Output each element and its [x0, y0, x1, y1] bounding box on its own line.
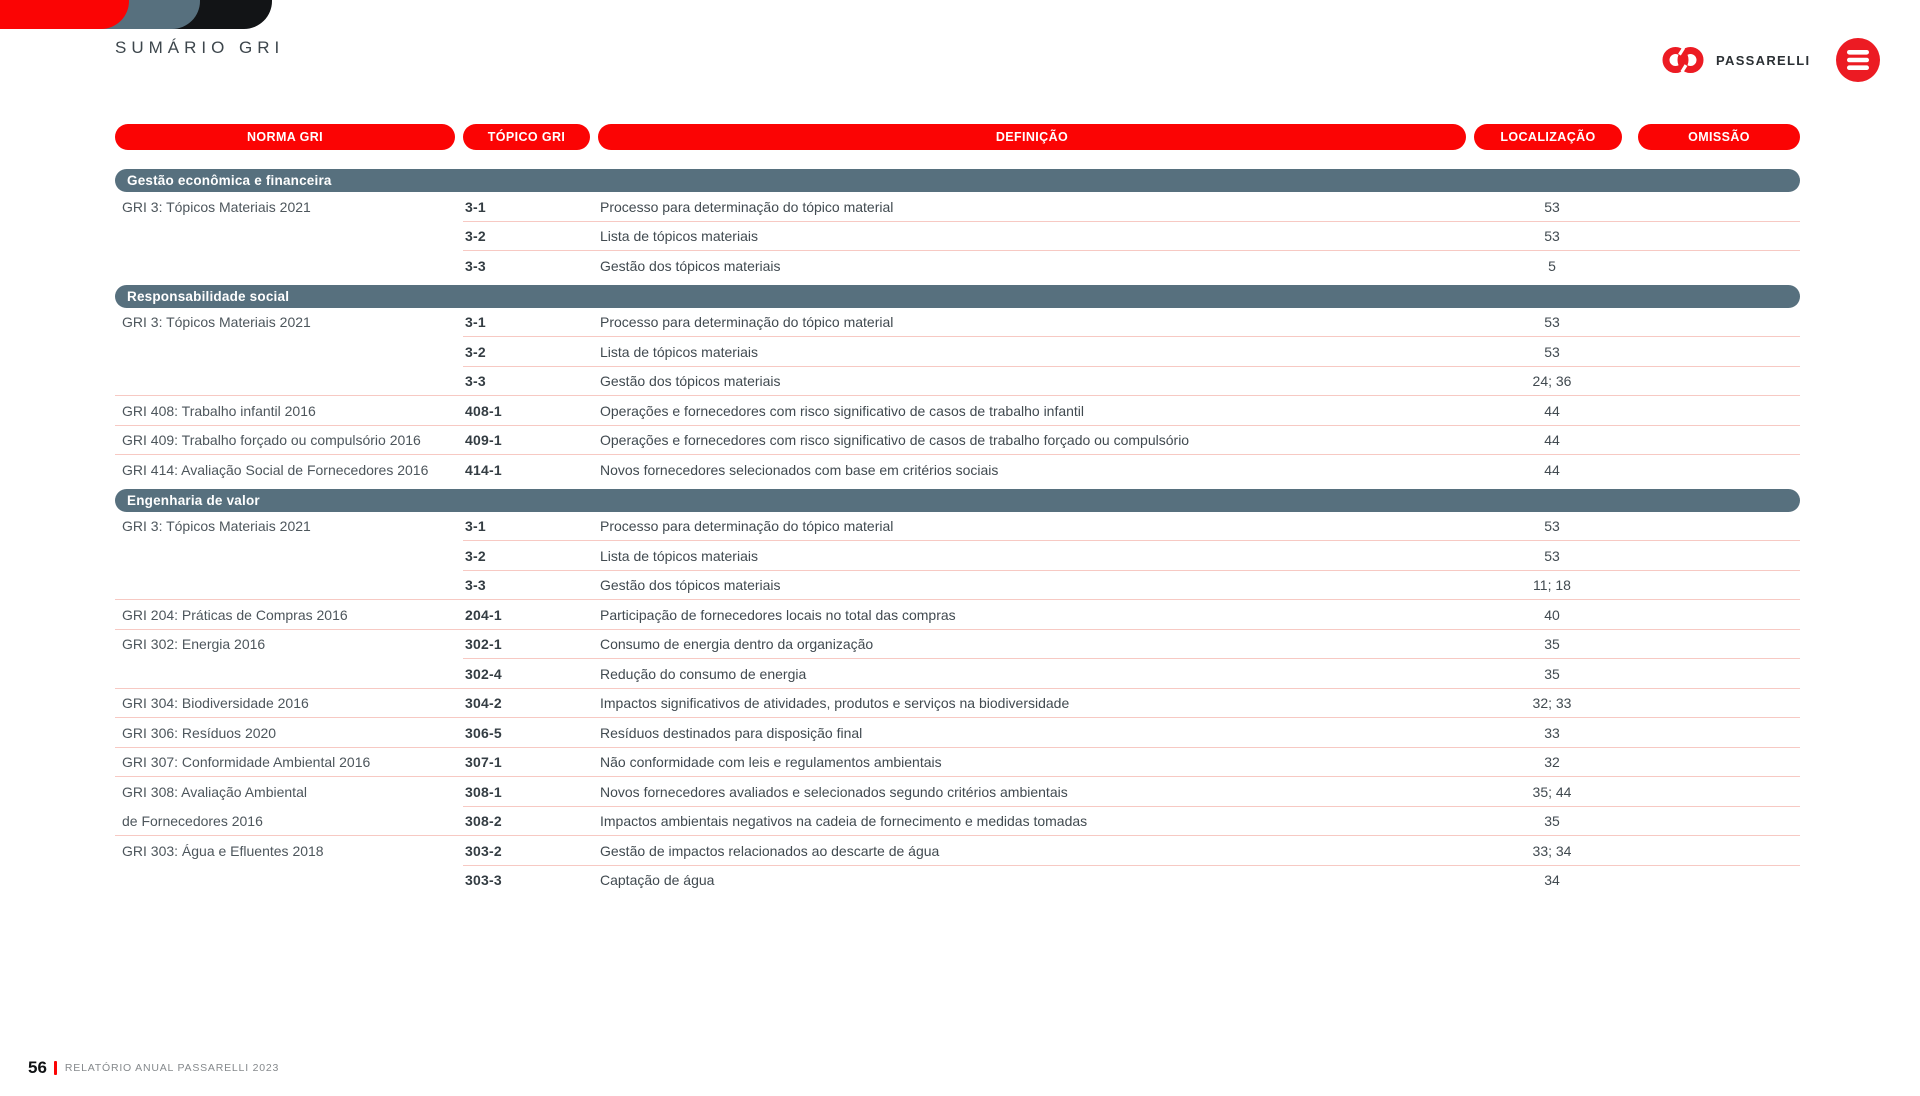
norma-gri-cell — [115, 251, 463, 281]
omissao-cell — [1630, 512, 1800, 542]
column-header-definicao — [598, 124, 1466, 150]
definicao-cell: Gestão dos tópicos materiais — [600, 577, 781, 594]
topico-gri-cell: 303-2 — [465, 842, 502, 859]
section-rows — [115, 192, 1800, 281]
table-row — [115, 251, 1800, 281]
definicao-cell: Resíduos destinados para disposição final — [600, 724, 863, 741]
column-header-norma-gri — [115, 124, 455, 150]
norma-gri-cell: GRI 302: Energia 2016 — [122, 636, 266, 653]
localizacao-cell: 44 — [1544, 461, 1560, 478]
page-number: 56 — [28, 1058, 47, 1077]
localizacao-cell: 5 — [1548, 257, 1556, 274]
section-header-bar — [115, 285, 1800, 308]
column-header-localizacao — [1474, 124, 1622, 150]
topico-gri-cell: 204-1 — [465, 606, 502, 623]
topico-gri-cell: 3-1 — [465, 518, 486, 535]
localizacao-cell: 32; 33 — [1532, 695, 1572, 712]
omissao-cell — [1630, 192, 1800, 222]
norma-gri-cell: GRI 306: Resíduos 2020 — [122, 724, 277, 741]
definicao-cell: Operações e fornecedores com risco significativo de casos de trabalho forçado ou compulsório — [600, 432, 1190, 449]
table-row — [115, 426, 1800, 456]
table-row — [115, 455, 1800, 485]
definicao-cell: Novos fornecedores avaliados e selecionados segundo critérios ambientais — [600, 783, 1068, 800]
norma-gri-cell: GRI 3: Tópicos Materiais 2021 — [122, 314, 311, 331]
table-row — [115, 396, 1800, 426]
table-row — [115, 866, 1800, 896]
omissao-cell — [1630, 807, 1800, 837]
norma-gri-cell: de Fornecedores 2016 — [122, 813, 263, 830]
localizacao-cell: 53 — [1544, 228, 1560, 245]
definicao-cell: Gestão dos tópicos materiais — [600, 257, 781, 274]
omissao-cell — [1630, 866, 1800, 896]
topico-gri-cell: 3-2 — [465, 228, 486, 245]
table-row — [115, 222, 1800, 252]
section-rows — [115, 512, 1800, 896]
norma-gri-cell: GRI 307: Conformidade Ambiental 2016 — [122, 754, 371, 771]
localizacao-cell: 34 — [1544, 872, 1560, 889]
norma-gri-cell — [115, 659, 463, 689]
localizacao-cell: 33; 34 — [1532, 842, 1572, 859]
omissao-cell — [1630, 777, 1800, 807]
omissao-cell — [1630, 571, 1800, 601]
omissao-cell — [1630, 659, 1800, 689]
norma-gri-cell — [115, 866, 463, 896]
table-section-gestao-economica-e-financeira — [115, 169, 1800, 281]
page-footer — [28, 1058, 279, 1078]
table-row — [115, 512, 1800, 542]
topico-gri-cell: 3-2 — [465, 547, 486, 564]
norma-gri-cell: GRI 3: Tópicos Materiais 2021 — [122, 518, 311, 535]
gri-summary-table — [115, 124, 1800, 895]
topico-gri-cell: 303-3 — [465, 872, 502, 889]
localizacao-cell: 32 — [1544, 754, 1560, 771]
table-row — [115, 659, 1800, 689]
omissao-cell — [1630, 836, 1800, 866]
definicao-cell: Lista de tópicos materiais — [600, 343, 758, 360]
table-row — [115, 807, 1800, 837]
section-title: Engenharia de valor — [127, 492, 260, 508]
table-row — [115, 836, 1800, 866]
norma-gri-cell — [115, 337, 463, 367]
column-header-omissao — [1638, 124, 1800, 150]
localizacao-cell: 53 — [1544, 547, 1560, 564]
omissao-cell — [1630, 455, 1800, 485]
topico-gri-cell: 306-5 — [465, 724, 502, 741]
topico-gri-cell: 307-1 — [465, 754, 502, 771]
definicao-cell: Processo para determinação do tópico material — [600, 198, 894, 215]
table-row — [115, 718, 1800, 748]
topico-gri-cell: 3-3 — [465, 257, 486, 274]
table-section-responsabilidade-social — [115, 285, 1800, 485]
norma-gri-cell — [115, 541, 463, 571]
topico-gri-cell: 3-3 — [465, 577, 486, 594]
omissao-cell — [1630, 541, 1800, 571]
table-header-row — [115, 124, 1800, 150]
norma-gri-cell — [115, 367, 463, 397]
footer-report-title: RELATÓRIO ANUAL PASSARELLI 2023 — [64, 1062, 280, 1074]
omissao-cell — [1630, 396, 1800, 426]
topico-gri-cell: 3-1 — [465, 314, 486, 331]
definicao-cell: Lista de tópicos materiais — [600, 547, 758, 564]
menu-button[interactable] — [1836, 38, 1880, 82]
localizacao-cell: 33 — [1544, 724, 1560, 741]
topico-gri-cell: 302-4 — [465, 665, 502, 682]
hamburger-menu-icon — [1836, 70, 1880, 85]
definicao-cell: Gestão de impactos relacionados ao descarte de água — [600, 842, 940, 859]
topico-gri-cell: 3-3 — [465, 373, 486, 390]
page-title: SUMÁRIO GRI — [115, 38, 285, 57]
localizacao-cell: 40 — [1544, 606, 1560, 623]
localizacao-cell: 24; 36 — [1532, 373, 1572, 390]
table-row — [115, 600, 1800, 630]
localizacao-cell: 53 — [1544, 314, 1560, 331]
brand-name: PASSARELLI — [1716, 52, 1811, 68]
omissao-cell — [1630, 222, 1800, 252]
table-row — [115, 571, 1800, 601]
section-rows — [115, 308, 1800, 485]
omissao-cell — [1630, 689, 1800, 719]
topico-gri-cell: 302-1 — [465, 636, 502, 653]
definicao-cell: Processo para determinação do tópico material — [600, 314, 894, 331]
omissao-cell — [1630, 600, 1800, 630]
norma-gri-cell: GRI 308: Avaliação Ambiental — [122, 783, 307, 800]
column-header-label: OMISSÃO — [1688, 130, 1750, 144]
column-header-label: NORMA GRI — [246, 130, 324, 144]
definicao-cell: Captação de água — [600, 872, 715, 889]
definicao-cell: Participação de fornecedores locais no total das compras — [600, 606, 956, 623]
table-body — [115, 169, 1800, 895]
table-row — [115, 337, 1800, 367]
brand-block — [1660, 36, 1880, 84]
definicao-cell: Impactos ambientais negativos na cadeia de fornecimento e medidas tomadas — [600, 813, 1088, 830]
definicao-cell: Gestão dos tópicos materiais — [600, 373, 781, 390]
localizacao-cell: 53 — [1544, 343, 1560, 360]
omissao-cell — [1630, 337, 1800, 367]
decorative-bar-red — [0, 0, 129, 29]
localizacao-cell: 11; 18 — [1533, 577, 1571, 594]
passarelli-infinity-icon — [1660, 44, 1706, 76]
norma-gri-cell: GRI 409: Trabalho forçado ou compulsório 2016 — [122, 432, 421, 449]
localizacao-cell: 35 — [1544, 813, 1560, 830]
norma-gri-cell: GRI 414: Avaliação Social de Fornecedores 2016 — [122, 461, 429, 478]
table-row — [115, 367, 1800, 397]
table-section-engenharia-de-valor — [115, 489, 1800, 896]
omissao-cell — [1630, 251, 1800, 281]
section-header-bar — [115, 489, 1800, 512]
topico-gri-cell: 308-2 — [465, 813, 502, 830]
topico-gri-cell: 308-1 — [465, 783, 502, 800]
localizacao-cell: 53 — [1544, 518, 1560, 535]
omissao-cell — [1630, 630, 1800, 660]
topico-gri-cell: 408-1 — [465, 402, 502, 419]
column-header-topico-gri — [463, 124, 590, 150]
column-header-label: TÓPICO GRI — [487, 130, 566, 144]
column-header-label: DEFINIÇÃO — [995, 130, 1069, 144]
omissao-cell — [1630, 367, 1800, 397]
localizacao-cell: 35 — [1544, 636, 1560, 653]
table-row — [115, 630, 1800, 660]
norma-gri-cell: GRI 304: Biodiversidade 2016 — [122, 695, 309, 712]
column-header-label: LOCALIZAÇÃO — [1500, 130, 1596, 144]
localizacao-cell: 35 — [1544, 665, 1560, 682]
topico-gri-cell: 409-1 — [465, 432, 502, 449]
table-row — [115, 748, 1800, 778]
localizacao-cell: 35; 44 — [1532, 783, 1572, 800]
section-title: Gestão econômica e financeira — [127, 173, 332, 188]
topico-gri-cell: 414-1 — [465, 461, 502, 478]
norma-gri-cell: GRI 204: Práticas de Compras 2016 — [122, 606, 348, 623]
norma-gri-cell: GRI 303: Água e Efluentes 2018 — [122, 842, 324, 859]
omissao-cell — [1630, 748, 1800, 778]
table-row — [115, 541, 1800, 571]
topico-gri-cell: 3-2 — [465, 343, 486, 360]
definicao-cell: Impactos significativos de atividades, produtos e serviços na biodiversidade — [600, 695, 1070, 712]
definicao-cell: Lista de tópicos materiais — [600, 228, 758, 245]
norma-gri-cell: GRI 3: Tópicos Materiais 2021 — [122, 198, 311, 215]
topico-gri-cell: 304-2 — [465, 695, 502, 712]
norma-gri-cell: GRI 408: Trabalho infantil 2016 — [122, 402, 316, 419]
omissao-cell — [1630, 308, 1800, 338]
definicao-cell: Redução do consumo de energia — [600, 665, 807, 682]
table-row — [115, 689, 1800, 719]
omissao-cell — [1630, 426, 1800, 456]
topico-gri-cell: 3-1 — [465, 198, 486, 215]
localizacao-cell: 44 — [1544, 432, 1560, 449]
definicao-cell: Processo para determinação do tópico material — [600, 518, 894, 535]
norma-gri-cell — [115, 222, 463, 252]
table-row — [115, 192, 1800, 222]
localizacao-cell: 53 — [1544, 198, 1560, 215]
definicao-cell: Operações e fornecedores com risco significativo de casos de trabalho infantil — [600, 402, 1085, 419]
section-title: Responsabilidade social — [127, 288, 290, 304]
definicao-cell: Consumo de energia dentro da organização — [600, 636, 874, 653]
table-row — [115, 777, 1800, 807]
section-header-bar — [115, 169, 1800, 192]
definicao-cell: Novos fornecedores selecionados com base em critérios sociais — [600, 461, 999, 478]
table-row — [115, 308, 1800, 338]
definicao-cell: Não conformidade com leis e regulamentos ambientais — [600, 754, 942, 771]
norma-gri-cell — [115, 571, 463, 601]
localizacao-cell: 44 — [1544, 402, 1560, 419]
omissao-cell — [1630, 718, 1800, 748]
footer-divider — [54, 1061, 57, 1075]
